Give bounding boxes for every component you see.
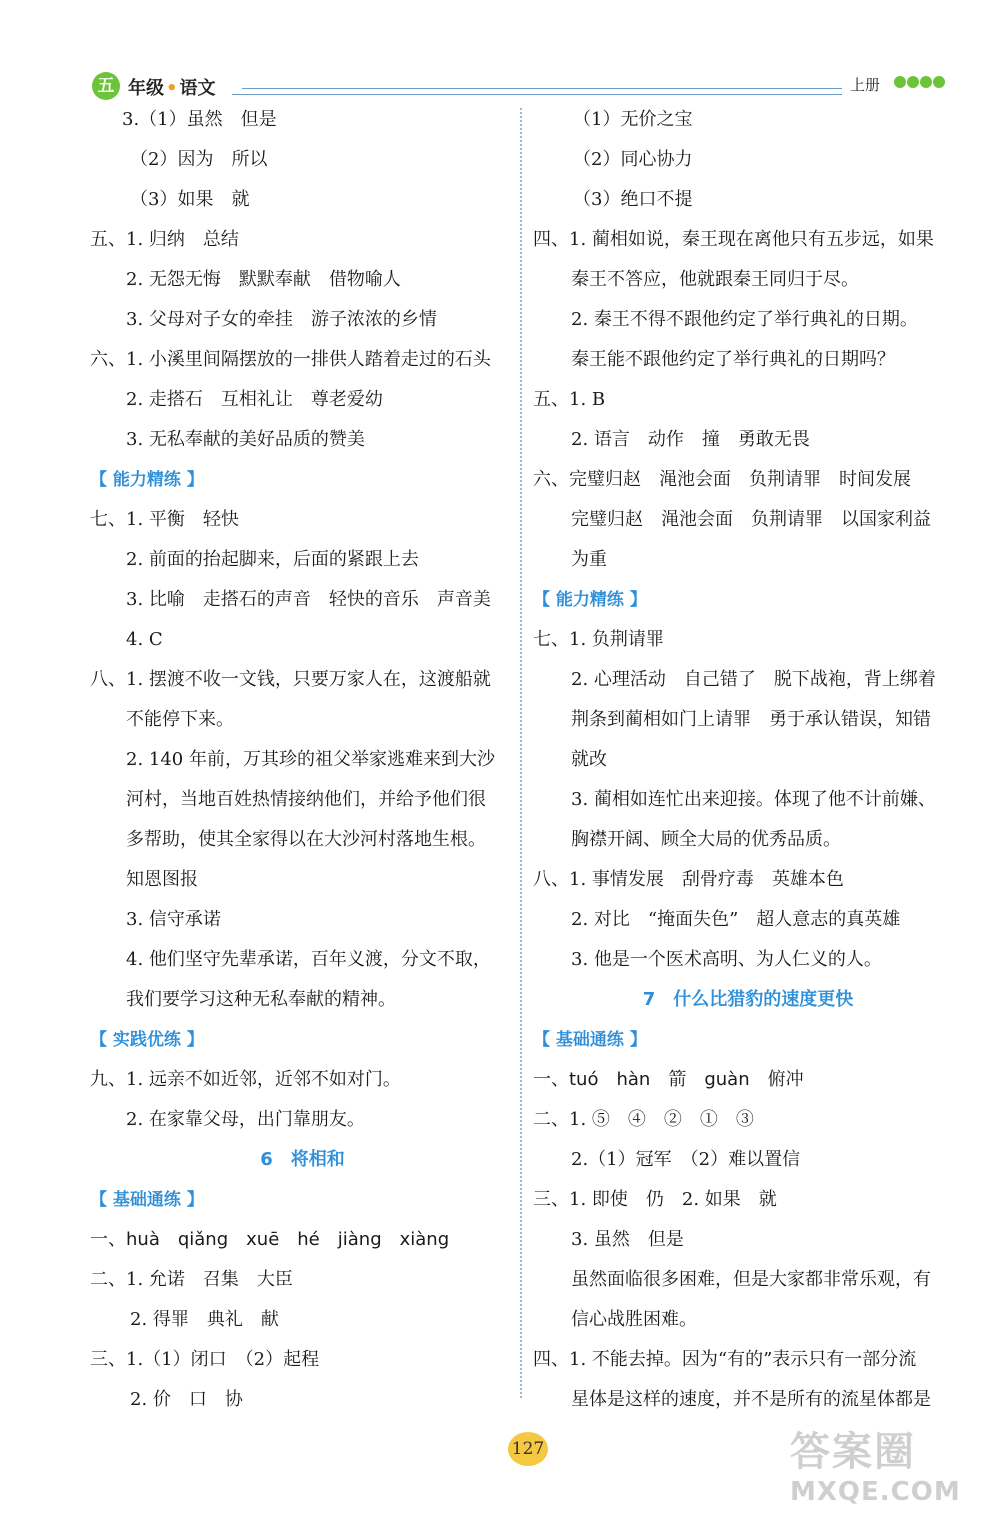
decorative-dots <box>894 76 945 88</box>
answer-line: 荆条到蔺相如门上请罪 勇于承认错误，知错 <box>571 709 931 730</box>
answer-line: 一、huà qiǎng xuē hé jiàng xiàng <box>90 1229 450 1250</box>
grade-badge: 五 <box>92 72 120 100</box>
answer-line: 八、1. 摆渡不收一文钱，只要万家人在，这渡船就 <box>90 669 491 690</box>
dot-icon <box>920 76 932 88</box>
answer-line: 4. C <box>126 629 163 650</box>
answer-line: 胸襟开阔、顾全大局的优秀品质。 <box>571 829 841 850</box>
answer-line: 七、1. 负荆请罪 <box>533 629 664 650</box>
answer-line: 一、tuó hàn 箭 guàn 俯冲 <box>533 1069 804 1090</box>
answer-line: 2. 得罪 典礼 献 <box>130 1309 279 1330</box>
answer-line: 四、1. 不能去掉。因为“有的”表示只有一部分流 <box>533 1349 917 1370</box>
answer-line: 虽然面临很多困难，但是大家都非常乐观，有 <box>571 1269 931 1290</box>
answer-line: 2. 价 口 协 <box>130 1389 243 1410</box>
answer-line: （1）无价之宝 <box>573 109 693 130</box>
answer-line: 三、1.（1）闭口 （2）起程 <box>90 1349 320 1370</box>
answer-line: 八、1. 事情发展 刮骨疗毒 英雄本色 <box>533 869 844 890</box>
answer-line: 2. 语言 动作 撞 勇敢无畏 <box>571 429 810 450</box>
answer-line: 知恩图报 <box>126 869 198 890</box>
answer-line: 为重 <box>571 549 607 570</box>
answer-line: 3.（1）虽然 但是 <box>122 109 277 130</box>
answer-line: 2. 对比 “掩面失色” 超人意志的真英雄 <box>571 909 901 930</box>
answer-line: 三、1. 即使 仍 2. 如果 就 <box>533 1189 777 1210</box>
section-heading: 【 能力精练 】 <box>533 590 647 610</box>
answer-line: 不能停下来。 <box>126 709 234 730</box>
answer-line: 二、1. 允诺 召集 大臣 <box>90 1269 293 1290</box>
dot-icon <box>894 76 906 88</box>
answer-line: 3. 他是一个医术高明、为人仁义的人。 <box>571 949 882 970</box>
lesson-title: 6 将相和 <box>260 1149 345 1170</box>
answer-line: 秦王能不跟他约定了举行典礼的日期吗？ <box>571 349 895 370</box>
answer-line: 六、1. 小溪里间隔摆放的一排供人踏着走过的石头 <box>90 349 491 370</box>
answer-line: （3）如果 就 <box>130 189 250 210</box>
volume-label: 上册 <box>850 76 881 94</box>
answer-line: 二、1. ⑤ ④ ② ① ③ <box>533 1109 754 1130</box>
answer-line: （3）绝口不提 <box>573 189 693 210</box>
lesson-title: 7 什么比猎豹的速度更快 <box>642 989 854 1010</box>
watermark <box>790 1420 961 1507</box>
page-number: 127 <box>508 1432 548 1466</box>
watermark-url: MXQE.COM <box>790 1477 961 1507</box>
separator-dot: • <box>166 78 178 99</box>
answer-line: 多帮助，使其全家得以在大沙河村落地生根。 <box>126 829 486 850</box>
answer-line: 3. 无私奉献的美好品质的赞美 <box>126 429 365 450</box>
header-rule-2 <box>232 94 842 95</box>
answer-line: 2. 在家靠父母，出门靠朋友。 <box>126 1109 365 1130</box>
answer-line: 五、1. B <box>533 389 606 410</box>
answer-line: 3. 比喻 走搭石的声音 轻快的音乐 声音美 <box>126 589 491 610</box>
answer-line: 2. 心理活动 自己错了 脱下战袍，背上绑着 <box>571 669 936 690</box>
answer-line: 我们要学习这种无私奉献的精神。 <box>126 989 396 1010</box>
answer-line: 星体是这样的速度，并不是所有的流星体都是 <box>571 1389 931 1410</box>
answer-line: 2.（1）冠军 （2）难以置信 <box>571 1149 801 1170</box>
answer-line: 3. 父母对子女的牵挂 游子浓浓的乡情 <box>126 309 437 330</box>
answer-line: 信心战胜困难。 <box>571 1309 697 1330</box>
grade-label: 年级 <box>128 78 164 99</box>
answer-line: （2）同心协力 <box>573 149 693 170</box>
answer-line: 2. 140 年前，万其珍的祖父举家逃难来到大沙 <box>126 749 495 770</box>
answer-line: 秦王不答应，他就跟秦王同归于尽。 <box>571 269 859 290</box>
header-rule <box>242 88 842 89</box>
answer-line: 就改 <box>571 749 607 770</box>
section-heading: 【 基础通练 】 <box>90 1190 204 1210</box>
answer-line: 完璧归赵 渑池会面 负荆请罪 以国家利益 <box>571 509 931 530</box>
answer-line: 九、1. 远亲不如近邻，近邻不如对门。 <box>90 1069 401 1090</box>
answer-line: 六、完璧归赵 渑池会面 负荆请罪 时间发展 <box>533 469 911 490</box>
section-heading: 【 基础通练 】 <box>533 1030 647 1050</box>
answer-line: 3. 蔺相如连忙出来迎接。体现了他不计前嫌、 <box>571 789 936 810</box>
dot-icon <box>907 76 919 88</box>
answer-line: 河村，当地百姓热情接纳他们，并给予他们很 <box>126 789 486 810</box>
section-heading: 【 能力精练 】 <box>90 470 204 490</box>
answer-line: （2）因为 所以 <box>130 149 268 170</box>
section-heading: 【 实践优练 】 <box>90 1030 204 1050</box>
answer-line: 七、1. 平衡 轻快 <box>90 509 239 530</box>
answer-line: 3. 虽然 但是 <box>571 1229 684 1250</box>
answer-line: 2. 前面的抬起脚来，后面的紧跟上去 <box>126 549 419 570</box>
answer-line: 4. 他们坚守先辈承诺，百年义渡，分文不取， <box>126 949 491 970</box>
page-header <box>92 70 962 104</box>
answer-line: 3. 信守承诺 <box>126 909 221 930</box>
answer-line: 五、1. 归纳 总结 <box>90 229 239 250</box>
right-column <box>533 100 963 1420</box>
column-divider <box>520 108 522 1398</box>
left-column <box>90 100 515 1420</box>
dot-icon <box>933 76 945 88</box>
subject-label: 语文 <box>179 78 216 99</box>
answer-line: 2. 走搭石 互相礼让 尊老爱幼 <box>126 389 383 410</box>
answer-line: 四、1. 蔺相如说，秦王现在离他只有五步远，如果 <box>533 229 934 250</box>
grade-subject <box>128 74 216 100</box>
answer-line: 2. 无怨无悔 默默奉献 借物喻人 <box>126 269 401 290</box>
watermark-logo-text: 答案圈 <box>790 1429 916 1475</box>
answer-line: 2. 秦王不得不跟他约定了举行典礼的日期。 <box>571 309 918 330</box>
